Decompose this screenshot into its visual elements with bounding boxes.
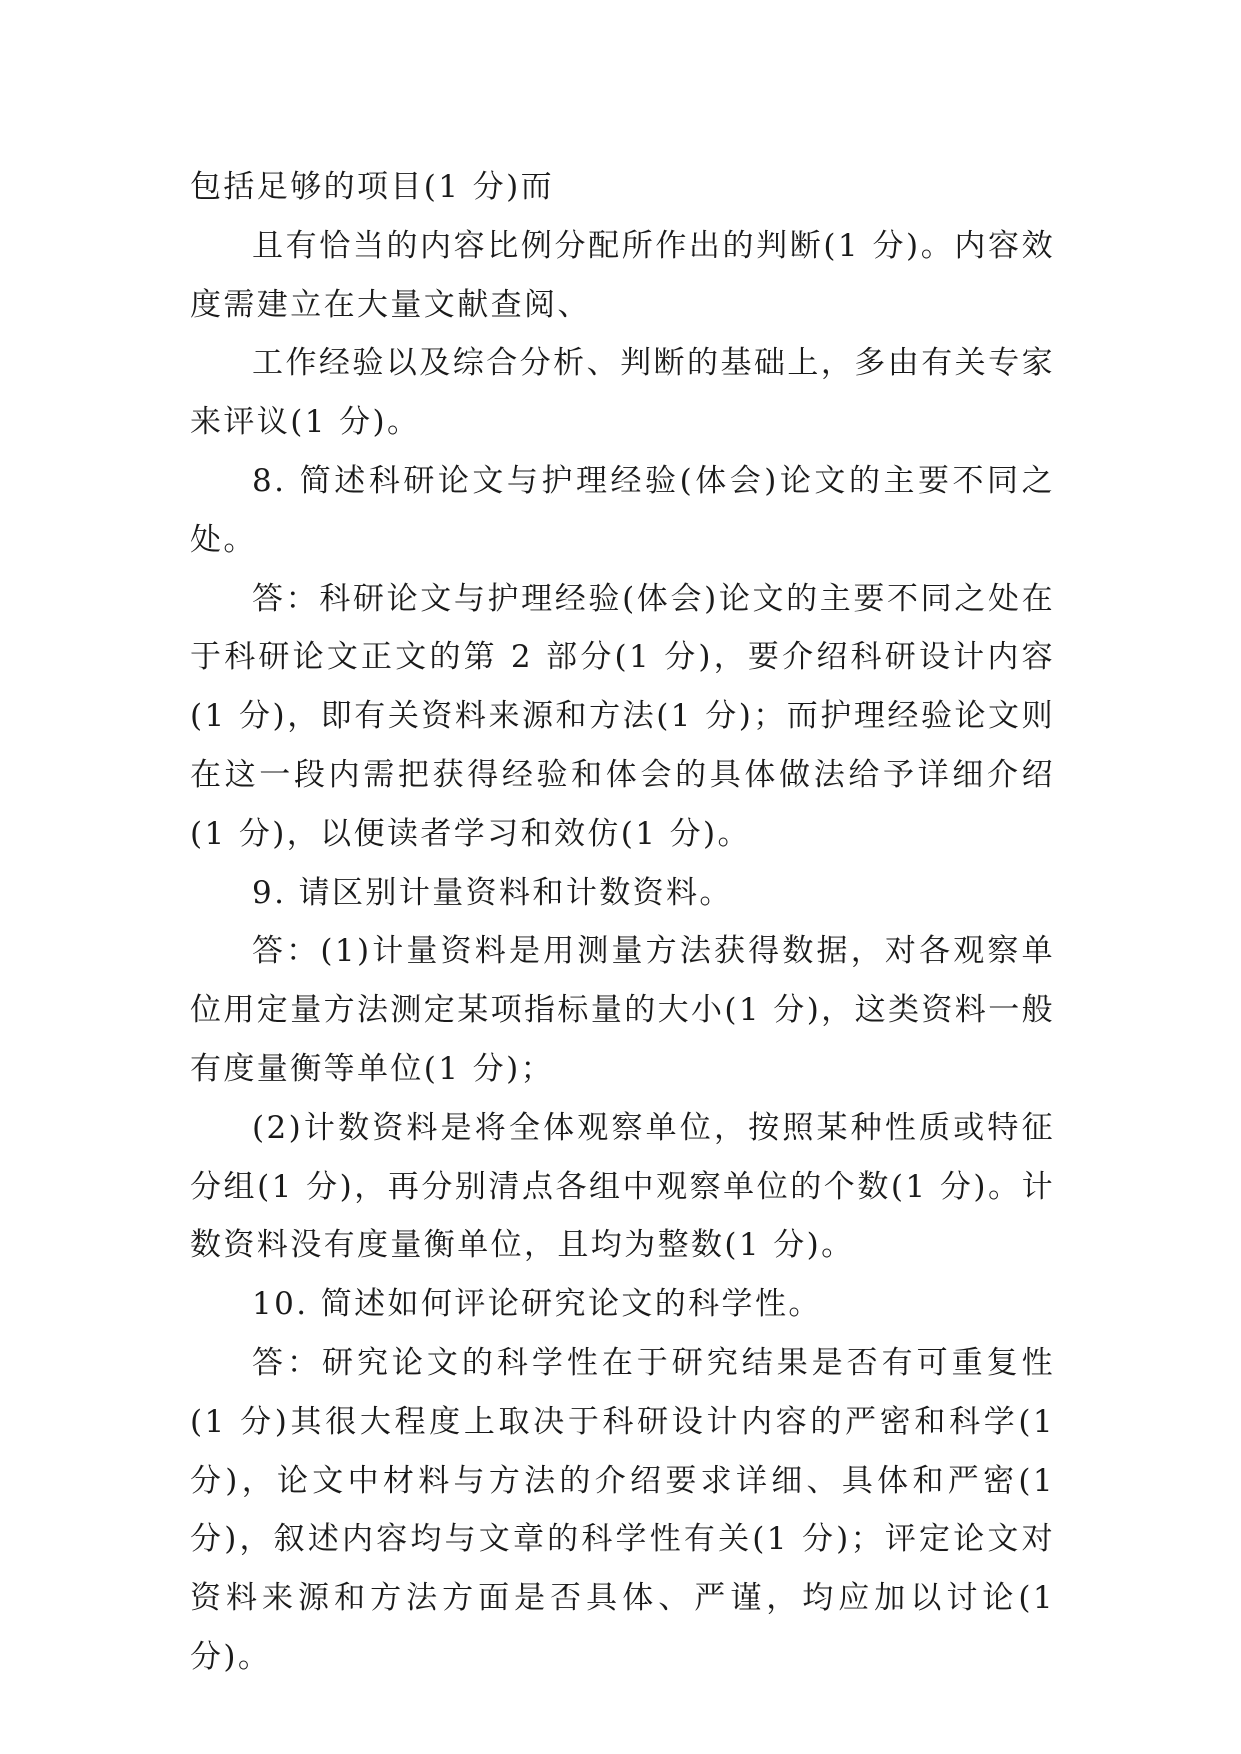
answer-9-part-2: (2)计数资料是将全体观察单位，按照某种性质或特征分组(1 分)，再分别清点各组中观察单位的个数(1 分)。计数资料没有度量衡单位，且均为整数(1 分)。 <box>190 1109 1055 1264</box>
paragraph-3: 工作经验以及综合分析、判断的基础上，多由有关专家来评议(1 分)。 <box>190 345 1055 441</box>
answer-10: 答：研究论文的科学性在于研究结果是否有可重复性(1 分)其很大程度上取决于科研设计内容的严密和科学(1 分)，论文中材料与方法的介绍要求详细、具体和严密(1 分)，叙述内容均与文章的科学性有关(1 分)；评定论文对资料来源和方法方面是否具体、严谨，均应加以讨论(1 分)。 <box>190 1344 1055 1675</box>
paragraph-2: 且有恰当的内容比例分配所作出的判断(1 分)。内容效度需建立在大量文献查阅、 <box>190 227 1055 323</box>
answer-8: 答：科研论文与护理经验(体会)论文的主要不同之处在于科研论文正文的第 2 部分(1 分)，要介绍科研设计内容(1 分)，即有关资料来源和方法(1 分)；而护理经验论文则在这一段内需把获得经验和体会的具体做法给予详细介绍(1 分)，以便读者学习和效仿(1 分)。 <box>190 580 1055 852</box>
question-10: 10. 简述如何评论研究论文的科学性。 <box>252 1286 822 1323</box>
paragraph-1: 包括足够的项目(1 分)而 <box>190 169 554 205</box>
question-9: 9. 请区别计量资料和计数资料。 <box>252 874 733 911</box>
document-body <box>190 158 1055 1687</box>
question-8: 8. 简述科研论文与护理经验(体会)论文的主要不同之处。 <box>190 462 1055 558</box>
answer-9-part-1: 答：(1)计量资料是用测量方法获得数据，对各观察单位用定量方法测定某项指标量的大小(1 分)，这类资料一般有度量衡等单位(1 分)； <box>190 933 1055 1087</box>
